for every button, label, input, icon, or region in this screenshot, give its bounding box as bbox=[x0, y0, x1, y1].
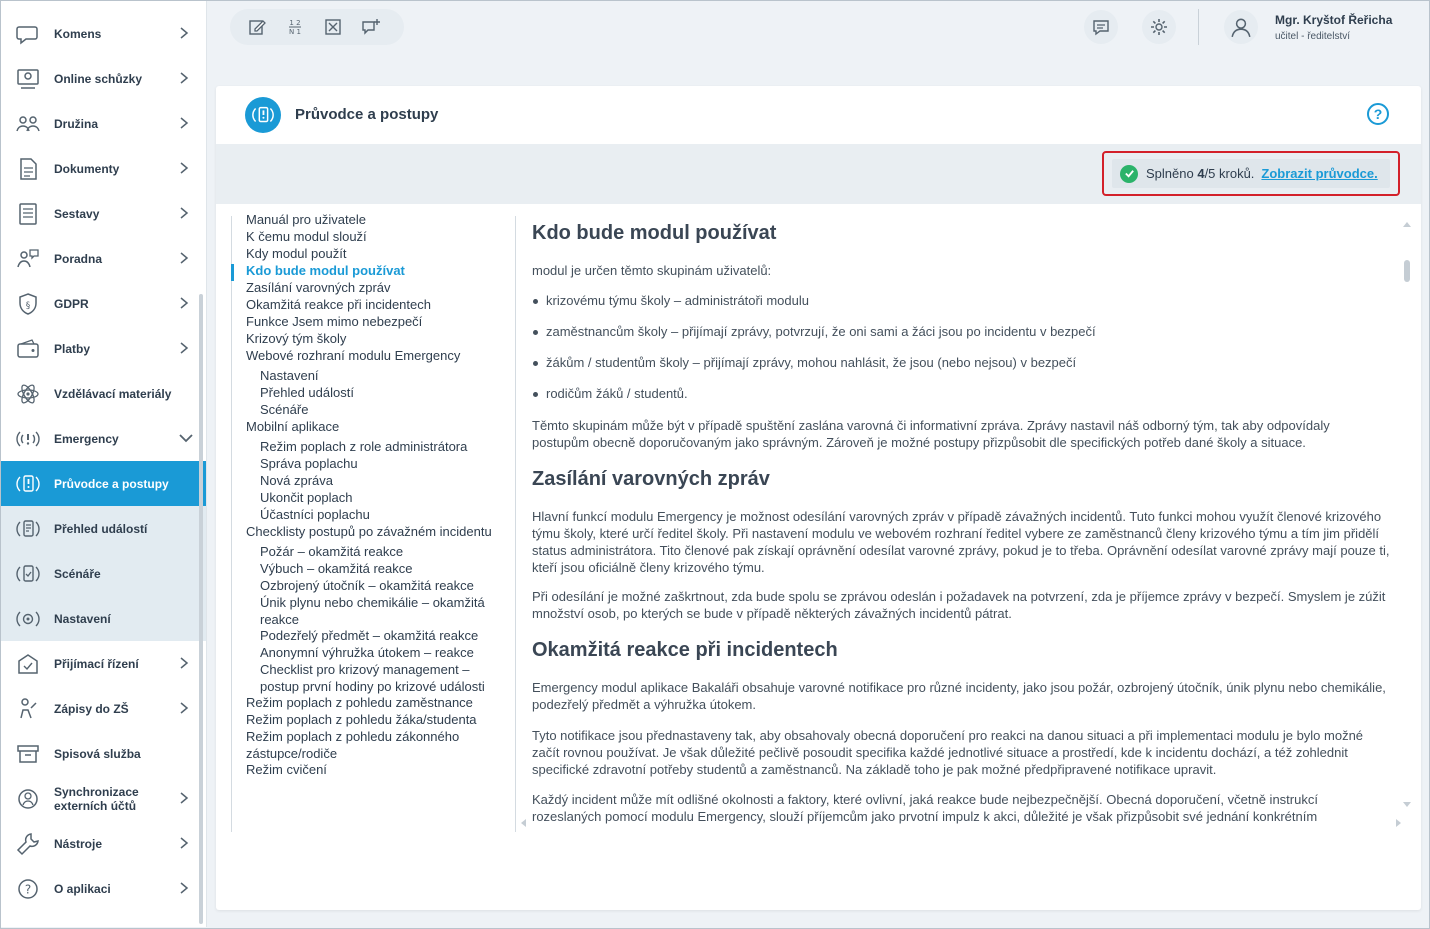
toc-item[interactable]: Účastníci poplachu bbox=[260, 507, 370, 522]
section-heading: Kdo bude modul používat bbox=[532, 222, 777, 244]
list-item: zaměstnancům školy – přijímají zprávy, potvrzují, že oni sami a žáci jsou po incidentu v bezpečí bbox=[546, 324, 1096, 339]
wallet-icon bbox=[14, 335, 42, 363]
svg-text:N 1: N 1 bbox=[289, 28, 301, 36]
settings-button[interactable] bbox=[1142, 10, 1176, 44]
user-name[interactable]: Mgr. Kryštof Řeřicha bbox=[1275, 13, 1393, 27]
toc-item[interactable]: Checklist pro krizový management – postup první hodiny po krizové události bbox=[260, 662, 485, 694]
question-icon bbox=[14, 875, 42, 903]
enrollment-icon bbox=[14, 695, 42, 723]
numbering-button[interactable] bbox=[276, 10, 314, 44]
toc-item[interactable]: Únik plynu nebo chemikálie – okamžitá reakce bbox=[260, 595, 485, 627]
chevron-right-icon bbox=[177, 115, 191, 131]
scroll-left-icon[interactable] bbox=[521, 819, 526, 827]
sidebar-item-label: O aplikaci bbox=[54, 881, 111, 896]
sidebar-item-nastaveni[interactable] bbox=[1, 596, 207, 641]
emergency-guide-icon bbox=[14, 470, 42, 498]
toc-item[interactable]: Kdo bude modul používat bbox=[246, 263, 405, 278]
toc-current-marker bbox=[231, 264, 234, 281]
chevron-right-icon bbox=[177, 70, 191, 86]
emergency-events-icon bbox=[14, 515, 42, 543]
emergency-settings-icon bbox=[14, 605, 42, 633]
wrench-icon bbox=[14, 830, 42, 858]
chevron-right-icon bbox=[177, 790, 191, 806]
toc-item[interactable]: Webové rozhraní modulu Emergency bbox=[246, 348, 461, 363]
sidebar-item-prehled-udalosti[interactable] bbox=[1, 506, 207, 551]
sidebar-item-druzina[interactable] bbox=[1, 101, 207, 146]
table-of-contents bbox=[231, 212, 516, 832]
paragraph: Tyto notifikace jsou přednastaveny tak, aby obsahovaly obecná doporučení pro reakci na danou situaci a při implementaci modulu je bylo možné začít rovnou používat. Je však důležité pečlivě posoudit specifika každé jednotlivé situace a prostředí, kde k incidentu dochází, a též zohlednit specifické zdravotní potřeby studentů a zaměstnanců. Na základě toho je pak možné předpřipravené notifikace upravit. bbox=[532, 728, 1364, 777]
sidebar-item-nastroje[interactable] bbox=[1, 821, 207, 866]
toc-item[interactable]: Zasílání varovných zpráv bbox=[246, 280, 391, 295]
sidebar-item-label: Nastavení bbox=[54, 611, 111, 626]
avatar[interactable] bbox=[1224, 10, 1258, 44]
sidebar-item-synchronizace[interactable] bbox=[1, 776, 207, 821]
progress-status bbox=[1112, 159, 1390, 188]
paragraph: Emergency modul aplikace Bakaláři obsahuje varovné notifikace pro různé incidenty, jako jsou požár, ozbrojený útočník, únik plynu nebo chemikálie, podezřelý předmět a výhružka útokem. bbox=[532, 680, 1386, 712]
content-scrollbar[interactable] bbox=[1402, 222, 1412, 807]
list-item: žákům / studentům školy – přijímají zprávy, mohou nahlásit, že jsou (nebo nejsou) v bezpečí bbox=[546, 355, 1077, 370]
toolbar-group bbox=[230, 9, 404, 45]
edit-icon bbox=[247, 17, 267, 37]
chevron-right-icon bbox=[177, 205, 191, 221]
sidebar-item-label: Zápisy do ZŠ bbox=[54, 701, 129, 716]
chevron-right-icon bbox=[177, 700, 191, 716]
chevron-right-icon bbox=[177, 295, 191, 311]
sidebar-item-label: Družina bbox=[54, 116, 99, 131]
sidebar-item-label: Spisová služba bbox=[54, 746, 141, 761]
counseling-icon bbox=[14, 245, 42, 273]
toc-item[interactable]: Kdy modul použít bbox=[246, 246, 347, 261]
sidebar-item-label: Komens bbox=[54, 26, 102, 41]
chat-icon bbox=[14, 20, 42, 48]
main-card bbox=[216, 86, 1421, 910]
excel-icon bbox=[323, 17, 343, 37]
sidebar-item-label: Emergency bbox=[54, 431, 119, 446]
sidebar-item-vzdelavaci-materialy[interactable] bbox=[1, 371, 207, 416]
video-meeting-icon bbox=[14, 65, 42, 93]
chevron-right-icon bbox=[177, 340, 191, 356]
sidebar-item-label: Platby bbox=[54, 341, 91, 356]
sidebar-item-label: Sestavy bbox=[54, 206, 100, 221]
messages-button[interactable] bbox=[1084, 10, 1118, 44]
toc-item[interactable]: Režim cvičení bbox=[246, 762, 327, 777]
toc-item[interactable]: Funkce Jsem mimo nebezpečí bbox=[246, 314, 423, 329]
toc-item[interactable]: Nová zpráva bbox=[260, 473, 333, 488]
scroll-right-icon[interactable] bbox=[1396, 819, 1401, 827]
sidebar bbox=[1, 1, 207, 927]
sidebar-item-label: Přijímací řízení bbox=[54, 656, 139, 671]
toc-item[interactable]: Anonymní výhružka útokem – reakce bbox=[260, 645, 474, 660]
list-item: krizovému týmu školy – administrátoři modulu bbox=[546, 293, 809, 308]
scroll-down-icon[interactable] bbox=[1403, 802, 1411, 807]
toc-item[interactable]: Checklisty postupů po závažném incidentu bbox=[246, 524, 492, 539]
chevron-right-icon bbox=[177, 25, 191, 41]
sync-icon bbox=[14, 785, 42, 813]
chevron-right-icon bbox=[177, 250, 191, 266]
sidebar-item-dokumenty[interactable] bbox=[1, 146, 207, 191]
svg-text:?: ? bbox=[24, 882, 32, 897]
progress-text: Splněno 4/5 kroků. bbox=[1146, 166, 1255, 181]
scrollbar-thumb[interactable] bbox=[1404, 260, 1410, 282]
page-title: Průvodce a postupy bbox=[295, 106, 439, 123]
toc-item[interactable]: Scénáře bbox=[260, 402, 309, 417]
paragraph: Každý incident může mít odlišné okolnosti a faktory, které ovlivní, jaká reakce bude nejbezpečnější. Obecná doporučení, včetně instrukcí rozeslaných pomocí modulu Emergency, slouží příjemcům jako prvotní impulz k akci, důležité je však přizpůsobit své jednání konkrétním bbox=[532, 792, 1318, 824]
paragraph: Při odesílání je možné zaškrtnout, zda bude spolu se zprávou odeslán i požadavek na potvrzení, zda je příjemce zprávy v bezpečí. Smyslem je zúžit množství osob, po kterých se bude v případě některých závažných incidentů pátrat. bbox=[532, 589, 1386, 621]
toc-item[interactable]: Požár – okamžitá reakce bbox=[260, 544, 404, 559]
scroll-up-icon[interactable] bbox=[1403, 222, 1411, 227]
article-content bbox=[516, 216, 1400, 832]
section-heading: Okamžitá reakce při incidentech bbox=[532, 639, 838, 661]
emergency-icon bbox=[14, 425, 42, 453]
shield-icon bbox=[14, 290, 42, 318]
content-horizontal-scrollbar[interactable] bbox=[521, 819, 1401, 827]
check-circle-icon bbox=[1120, 165, 1138, 183]
svg-text:1 2: 1 2 bbox=[289, 19, 301, 27]
sidebar-item-label: Scénáře bbox=[54, 566, 101, 581]
numbering-icon bbox=[285, 17, 305, 37]
emergency-scenarios-icon bbox=[14, 560, 42, 588]
progress-highlight bbox=[1102, 151, 1400, 196]
user-icon bbox=[1230, 16, 1252, 38]
toc-item[interactable]: Přehled událostí bbox=[260, 385, 354, 400]
sidebar-item-scenare[interactable] bbox=[1, 551, 207, 596]
sidebar-item-o-aplikaci[interactable] bbox=[1, 866, 207, 911]
toc-item[interactable]: K čemu modul slouží bbox=[246, 229, 367, 244]
sidebar-item-poradna[interactable] bbox=[1, 236, 207, 281]
chevron-right-icon bbox=[177, 880, 191, 896]
sidebar-item-sestavy[interactable] bbox=[1, 191, 207, 236]
sidebar-item-platby[interactable] bbox=[1, 326, 207, 371]
emergency-guide-icon bbox=[245, 97, 281, 133]
top-toolbar bbox=[208, 1, 1428, 53]
section-heading: Zasílání varovných zpráv bbox=[532, 468, 770, 490]
show-guide-link[interactable]: Zobrazit průvodce. bbox=[1261, 166, 1378, 181]
toc-item[interactable]: Režim poplach z pohledu zákonného zástupce/rodiče bbox=[246, 729, 460, 761]
archive-icon bbox=[14, 740, 42, 768]
sidebar-item-pruvodce-a-postupy[interactable] bbox=[1, 461, 207, 506]
sidebar-item-label: Nástroje bbox=[54, 836, 103, 851]
svg-text:§: § bbox=[25, 301, 31, 311]
toc-item[interactable]: Okamžitá reakce při incidentech bbox=[246, 297, 431, 312]
sidebar-item-label: Vzdělávací materiály bbox=[54, 386, 172, 401]
report-icon bbox=[14, 200, 42, 228]
toc-item[interactable]: Režim poplach z pohledu žáka/studenta bbox=[246, 712, 477, 727]
paragraph: Těmto skupinám může být v případě spuštění zaslána varovná či informativní zpráva. Zprávy nastavil náš odborný tým, tak aby odpovídaly postupům obecně doporučovaným jako správným. Zároveň je možné postupy přizpůsobit dle specifických potřeb dané školy a situace. bbox=[532, 418, 1330, 450]
atom-icon bbox=[14, 380, 42, 408]
sidebar-item-label: Poradna bbox=[54, 251, 103, 266]
gear-icon bbox=[1149, 17, 1169, 37]
admission-icon bbox=[14, 650, 42, 678]
paragraph: Hlavní funkcí modulu Emergency je možnost odesílání varovných zpráv v případě závažných incidentů. Tuto funkci mohou využít členové krizového týmu školy, které určí ředitel školy. Při nastavení modulu ve webovém rozhraní ředitel vybere ze zaměstnanců členy krizového týmu a tím jim přidělí status administrátora. Tito členové pak získají oprávnění odesílat varovné zprávy, pokud je to třeba. Oprávnění odesílat varovné zprávy mají pouze ti, kteří jsou oficiálně členy krizového týmu. bbox=[532, 509, 1390, 575]
toc-item[interactable]: Nastavení bbox=[260, 368, 319, 383]
message-icon bbox=[1091, 17, 1111, 37]
toc-item[interactable]: Režim poplach z pohledu zaměstnance bbox=[246, 695, 473, 710]
chevron-right-icon bbox=[177, 655, 191, 671]
group-icon bbox=[14, 110, 42, 138]
sidebar-item-zapisy-do-zs[interactable] bbox=[1, 686, 207, 731]
toolbar-divider bbox=[1198, 9, 1199, 45]
sidebar-item-gdpr[interactable] bbox=[1, 281, 207, 326]
sidebar-item-label: Synchronizace externích účtů bbox=[54, 784, 139, 813]
sidebar-scrollbar[interactable] bbox=[199, 294, 203, 924]
help-icon[interactable]: ? bbox=[1367, 103, 1389, 125]
sidebar-item-emergency[interactable] bbox=[1, 416, 207, 461]
toc-item[interactable]: Ukončit poplach bbox=[260, 490, 353, 505]
toc-item[interactable]: Správa poplachu bbox=[260, 456, 358, 471]
excel-button[interactable] bbox=[314, 10, 352, 44]
sidebar-item-online-schuzky[interactable] bbox=[1, 56, 207, 101]
sidebar-item-komens[interactable] bbox=[1, 11, 207, 56]
document-icon bbox=[14, 155, 42, 183]
paragraph: modul je určen těmto skupinám uživatelů: bbox=[532, 263, 772, 278]
sidebar-item-label: Online schůzky bbox=[54, 71, 143, 86]
sidebar-item-label: Přehled událostí bbox=[54, 521, 148, 536]
toc-item[interactable]: Ozbrojený útočník – okamžitá reakce bbox=[260, 578, 474, 593]
chevron-down-icon bbox=[177, 430, 193, 446]
edit-button[interactable] bbox=[238, 10, 276, 44]
new-message-icon bbox=[361, 17, 381, 37]
toc-item[interactable]: Podezřelý předmět – okamžitá reakce bbox=[260, 628, 479, 643]
page-header bbox=[216, 86, 1421, 144]
toc-item[interactable]: Výbuch – okamžitá reakce bbox=[260, 561, 413, 576]
chevron-right-icon bbox=[177, 160, 191, 176]
sidebar-item-spisova-sluzba[interactable] bbox=[1, 731, 207, 776]
toc-item[interactable]: Mobilní aplikace bbox=[246, 419, 340, 434]
new-message-button[interactable] bbox=[352, 10, 390, 44]
chevron-right-icon bbox=[177, 835, 191, 851]
sidebar-item-label: GDPR bbox=[54, 296, 89, 311]
sidebar-item-label: Průvodce a postupy bbox=[54, 476, 169, 491]
toc-item[interactable]: Manuál pro uživatele bbox=[246, 212, 366, 227]
toc-item[interactable]: Krizový tým školy bbox=[246, 331, 347, 346]
toc-item[interactable]: Režim poplach z role administrátora bbox=[260, 439, 468, 454]
list-item: rodičům žáků / studentů. bbox=[546, 386, 688, 401]
sidebar-item-label: Dokumenty bbox=[54, 161, 120, 176]
user-role: učitel - ředitelství bbox=[1275, 31, 1351, 42]
sidebar-item-prijimaci-rizeni[interactable] bbox=[1, 641, 207, 686]
